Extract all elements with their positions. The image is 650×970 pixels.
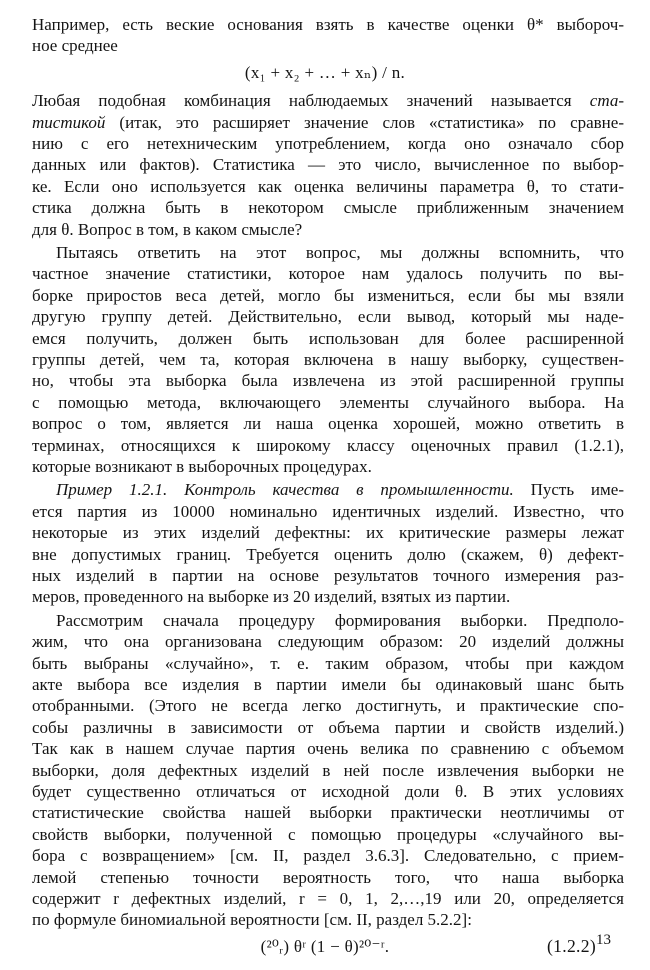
text-line: частное значение статистики, которое нам удалось получить по вы- <box>32 264 624 284</box>
text-line: будет существенно отличаться от исходной доли θ. В этих условиях <box>32 782 624 801</box>
term-italic: тистикой <box>32 112 106 132</box>
text-line: некоторые из этих изделий дефектны: их критические размеры лежат <box>32 523 624 543</box>
text-line: Рассмотрим сначала процедуру формирования выборки. Предполо- <box>56 610 624 630</box>
text-line: собы различны в зависимости от объема партии и свойств изделий.) <box>32 717 624 737</box>
text-line: нию с его нетехническим употреблением, когда оно означало сбор <box>32 134 624 153</box>
text-line: но, чтобы эта выборка была извлечена из этой расширенной группы <box>32 371 624 391</box>
text-line: ное среднее <box>32 36 118 56</box>
text-line: по формуле биномиальной вероятности [см. II, раздел 5.2.2]: <box>32 910 472 930</box>
text-line: вне допустимых границ. Требуется оценить долю (скажем, θ) дефект- <box>32 544 624 564</box>
text-line: данных или фактов). Статистика — это число, вычисленное по выбор- <box>32 155 624 175</box>
text-line: другую группу детей. Действительно, если вывод, который мы наде- <box>32 307 624 327</box>
text-line: ных изделий в партии на основе результатов точного измерения раз- <box>32 566 624 585</box>
text-span: Любая подобная комбинация наблюдаемых значений называется <box>32 91 590 111</box>
text-line: Пытаясь ответить на этот вопрос, мы должны вспомнить, что <box>56 243 624 262</box>
text-line <box>56 479 624 500</box>
equation-number: (1.2.2) <box>546 935 596 956</box>
text-line <box>32 112 624 133</box>
text-line: ке. Если оно используется как оценка величины параметра θ, то стати- <box>32 176 624 196</box>
text-line: вопрос о том, является ли наша оценка хорошей, можно ответить в <box>32 414 624 434</box>
text-line: Так как в нашем случае партия очень велика по сравнению с объемом <box>32 739 624 759</box>
text-line <box>32 90 624 111</box>
term-italic: ста- <box>589 91 624 111</box>
text-line: быть выбраны «случайно», т. е. таким образом, чтобы при каждом <box>32 653 624 673</box>
text-line: ется партия из 10000 номинально идентичных изделий. Известно, что <box>32 501 624 521</box>
text-line: терминах, относящихся к широкому классу оценочных правил (1.2.1), <box>32 435 624 455</box>
text-line: свойств выборки, полученной с помощью процедуры «случайного вы- <box>32 824 624 844</box>
text-line: которые возникают в выборочных процедурах. <box>32 457 372 476</box>
text-line: лемой степенью точности вероятность того, что наша выборка <box>32 867 624 887</box>
text-line: жим, что она организована следующим образом: 20 изделий должны <box>32 632 624 652</box>
example-heading: Пример 1.2.1. Контроль качества в промышленности. <box>56 480 514 500</box>
formula-binomial <box>0 936 650 957</box>
text-line: борке приростов веса детей, могло бы измениться, если бы мы взяли <box>32 285 624 305</box>
text-line: статистические свойства нашей выборки практически неотличимы от <box>32 803 624 823</box>
text-line: акте выбора все изделия в партии имели бы одинаковый шанс быть <box>32 675 624 694</box>
text-line: с помощью метода, включающего элементы случайного выбора. На <box>32 392 624 412</box>
text-line: Например, есть веские основания взять в качестве оценки θ* выбороч- <box>32 15 624 34</box>
text-line: выборки, доля дефектных изделий в ней после извлечения выборки не <box>32 760 624 780</box>
formula-binomial-expression: (²⁰ᵣ) θʳ (1 − θ)²⁰⁻ʳ. <box>260 936 390 956</box>
text-line: группы детей, чем та, которая включена в нашу выборку, существен- <box>32 350 624 369</box>
text-span: (итак, это расширяет значение слов «статистика» по сравне- <box>105 112 624 132</box>
text-line: емся получить, должен быть использован для более расширенной <box>32 328 624 348</box>
text-line: для θ. Вопрос в том, в каком смысле? <box>32 219 303 239</box>
text-line: меров, проведенного на выборке из 20 изделий, взятых из партии. <box>32 587 511 607</box>
page-number: 13 <box>596 932 611 948</box>
text-line: стика должна быть в некотором смысле приближенным значением <box>32 198 624 218</box>
text-span: Пусть име- <box>513 480 624 500</box>
text-line: содержит r дефектных изделий, r = 0, 1, 2,…,19 или 20, определяется <box>32 889 624 908</box>
formula-sample-mean: (x₁ + x₂ + … + xₙ) / n. <box>244 62 406 82</box>
text-line: бора с возвращением» [см. II, раздел 3.6.3]. Следовательно, с прием- <box>32 846 624 866</box>
text-line: отобранными. (Этого не всегда легко достигнуть, и практические спо- <box>32 696 624 716</box>
